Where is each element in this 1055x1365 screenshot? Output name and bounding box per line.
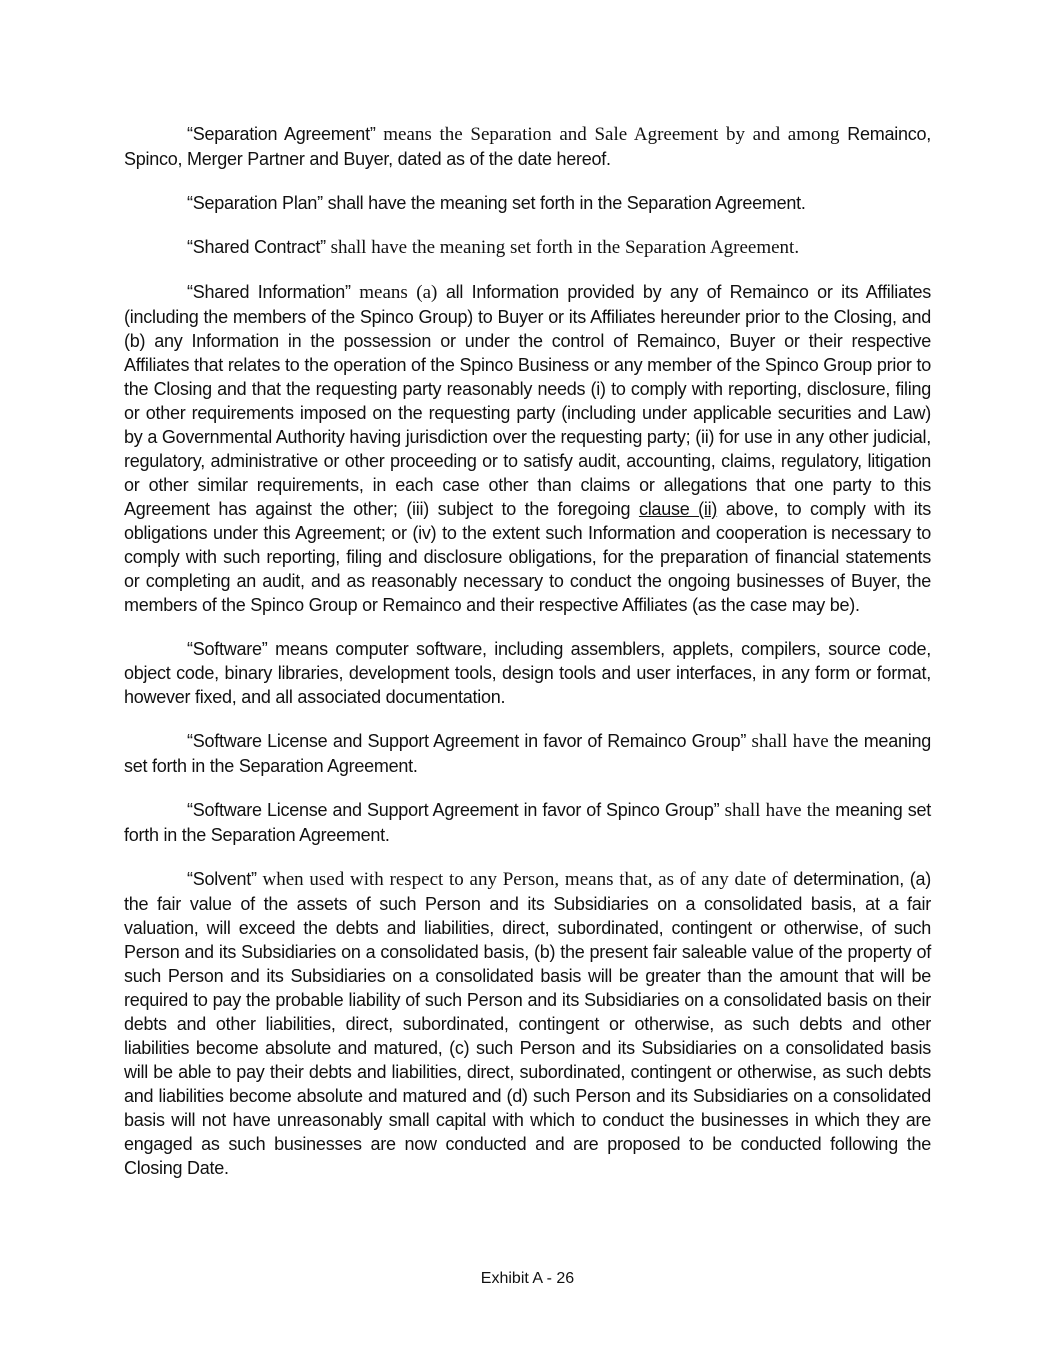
defined-term: “Separation Agreement” <box>187 124 376 144</box>
definition-software-license-remainco <box>124 729 931 778</box>
definition-text-serif: shall have the meaning set forth in the Separation Agreement. <box>325 237 800 258</box>
definition-separation-plan <box>124 191 931 215</box>
defined-term: “Software License and Support Agreement in favor of Remainco Group” <box>187 731 747 751</box>
definition-solvent <box>124 867 931 1180</box>
definition-text-serif: means the Separation and Sale Agreement by and among <box>375 124 840 145</box>
definition-shared-information <box>124 280 931 617</box>
definition-text-serif: means (a) <box>350 282 438 303</box>
page-footer <box>0 1270 1055 1288</box>
defined-term: “Shared Information” <box>187 282 351 302</box>
definition-text: the meaning set forth in the Separation Agreement. <box>124 731 931 776</box>
definition-text: Remainco, Spinco, Merger Partner and Buyer, dated as of the date hereof. <box>124 124 932 169</box>
definition-text: means computer software, including assemblers, applets, compilers, source code, object code, binary libraries, development tools, design tools and user interfaces, in any form or format, however fixed, and all associated documentation. <box>124 639 931 707</box>
page-number-label: Exhibit A - 26 <box>480 1270 575 1287</box>
definition-software-license-spinco <box>124 798 931 847</box>
definition-text: meaning set forth in the Separation Agreement. <box>124 800 931 845</box>
definition-text-continued: above, to comply with its obligations under this Agreement; or (iv) to the extent such Information and cooperation is necessary to comply with such reporting, filing and disclosure obligations, for the preparation of financial statements or completing an audit, and as reasonably necessary to conduct the ongoing businesses of Buyer, the members of the Spinco Group or Remainco and their respective Affiliates (as the case may be). <box>124 499 931 615</box>
definition-text-serif: shall have the <box>719 800 830 821</box>
definition-shared-contract <box>124 235 931 260</box>
clause-reference: clause (ii) <box>638 499 718 519</box>
definition-text: determination, (a) the fair value of the assets of such Person and its Subsidiaries on a consolidated basis, at a fair valuation, will exceed the debts and liabilities, direct, subordinated, contingent or otherwise, of such Person and its Subsidiaries on a consolidated basis, (b) the present fair saleable value of the property of such Person and its Subsidiaries on a consolidated basis will be greater than the amount that will be required to pay the probable liability of such Person and its Subsidiaries on a consolidated basis on their debts and other liabilities, direct, subordinated, contingent or otherwise, as such debts and other liabilities become absolute and matured, (c) such Person and its Subsidiaries on a consolidated basis will be able to pay their debts and liabilities, direct, subordinated, contingent or otherwise, as such debts and liabilities become absolute and matured and (d) such Person and its Subsidiaries on a consolidated basis will not have unreasonably small capital with which to conduct the businesses in which they are engaged as such businesses are now conducted and are proposed to be conducted following the Closing Date. <box>124 869 931 1178</box>
definition-text-serif: when used with respect to any Person, means that, as of any date of <box>256 869 788 890</box>
definition-text: all Information provided by any of Remainco or its Affiliates (including the members of the Spinco Group) to Buyer or its Affiliates hereunder prior to the Closing, and (b) any Information in the possession or under the control of Remainco, Buyer or their respective Affiliates that relates to the operation of the Spinco Business or any member of the Spinco Group prior to the Closing and that the requesting party reasonably needs (i) to comply with reporting, disclosure, filing or other requirements imposed on the requesting party (including under applicable securities and Law) by a Governmental Authority having jurisdiction over the requesting party; (ii) for use in any other judicial, regulatory, administrative or other proceeding or to satisfy audit, accounting, claims, regulatory, litigation or other similar requirements, in each case other than claims or allegations that one party to this Agreement has against the other; (iii) subject to the foregoing <box>124 282 932 519</box>
defined-term: “Software” <box>187 639 268 659</box>
definition-text-serif: shall have <box>746 731 829 752</box>
definitions-list <box>124 122 931 1200</box>
defined-term: “Solvent” <box>187 869 257 889</box>
defined-term: “Separation Plan” <box>187 193 323 213</box>
definition-software <box>124 637 931 709</box>
defined-term: “Shared Contract” <box>187 237 326 257</box>
definition-text: shall have the meaning set forth in the Separation Agreement. <box>322 193 806 213</box>
definition-separation-agreement <box>124 122 931 171</box>
defined-term: “Software License and Support Agreement in favor of Spinco Group” <box>187 800 720 820</box>
